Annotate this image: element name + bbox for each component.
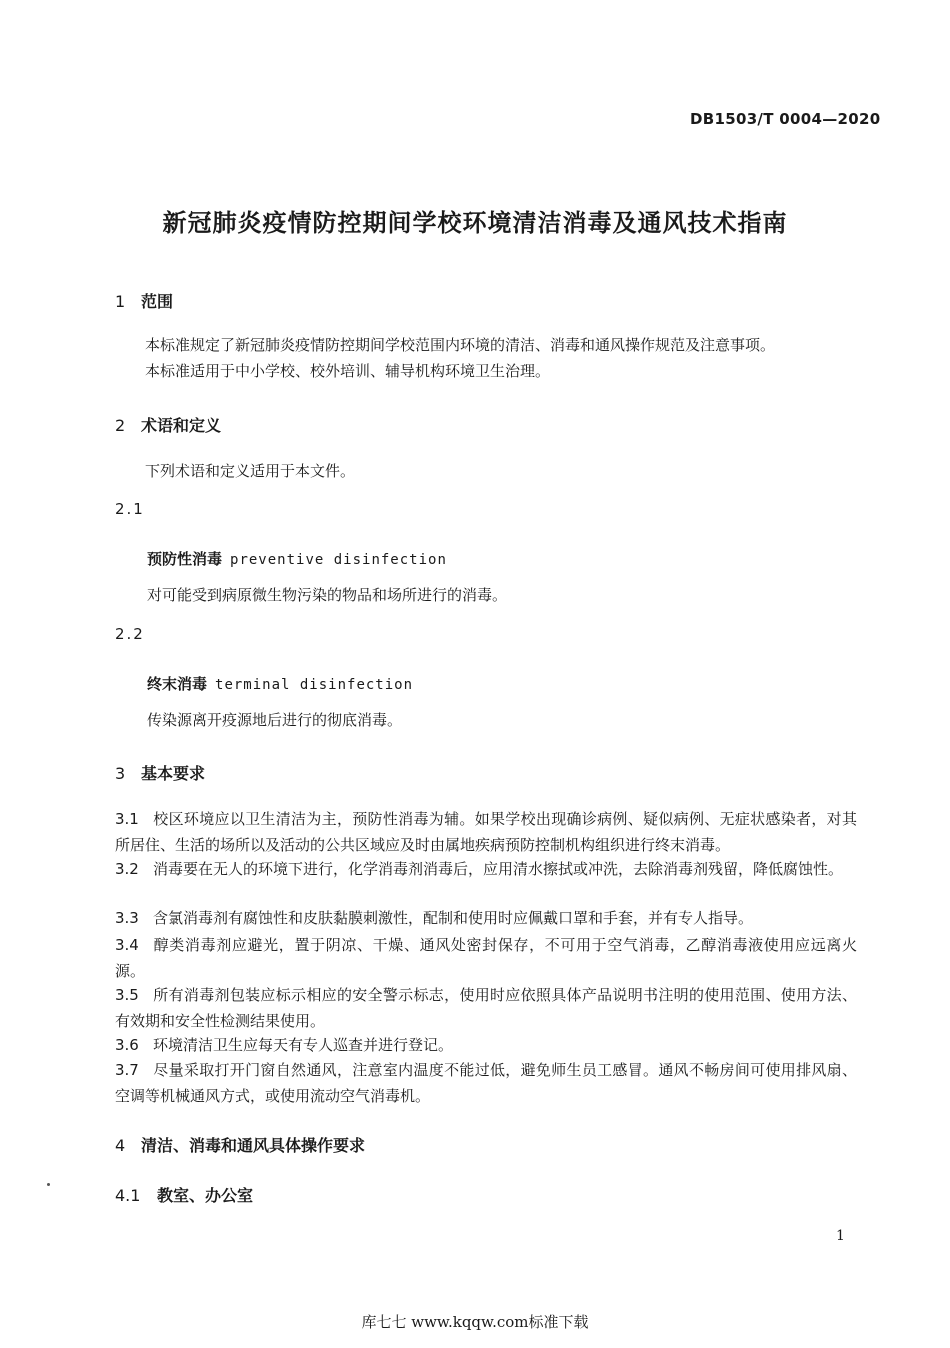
clause-text: 消毒要在无人的环境下进行，化学消毒剂消毒后，应用清水擦拭或冲洗，去除消毒剂残留，降低腐蚀性。 bbox=[153, 860, 844, 878]
clause-3-5 bbox=[115, 982, 857, 1034]
section-label: 术语和定义 bbox=[141, 416, 222, 435]
section-3-heading bbox=[115, 761, 205, 784]
section-2-heading bbox=[115, 413, 221, 436]
section-1-line-2: 本标准适用于中小学校、校外培训、辅导机构环境卫生治理。 bbox=[145, 362, 551, 380]
section-4-heading bbox=[115, 1133, 365, 1156]
term-number: 2.2 bbox=[115, 625, 145, 643]
subsection-number: 4.1 bbox=[115, 1186, 141, 1205]
clause-3-3 bbox=[115, 905, 857, 931]
clause-number: 3.7 bbox=[115, 1061, 139, 1079]
clause-number: 3.1 bbox=[115, 810, 139, 828]
section-number: 3 bbox=[115, 764, 126, 783]
clause-text: 含氯消毒剂有腐蚀性和皮肤黏膜刺激性，配制和使用时应佩戴口罩和手套，并有专人指导。 bbox=[153, 909, 754, 927]
clause-text: 环境清洁卫生应每天有专人巡查并进行登记。 bbox=[153, 1036, 454, 1054]
section-label: 范围 bbox=[141, 292, 174, 311]
term-en: terminal disinfection bbox=[215, 677, 414, 693]
term-definition: 传染源离开疫源地后进行的彻底消毒。 bbox=[147, 711, 403, 729]
document-code: DB1503/T 0004—2020 bbox=[690, 110, 881, 128]
clause-number: 3.6 bbox=[115, 1036, 139, 1054]
section-1-heading bbox=[115, 289, 173, 312]
section-label: 清洁、消毒和通风具体操作要求 bbox=[141, 1136, 366, 1155]
term-number: 2.1 bbox=[115, 500, 145, 518]
section-2-intro: 下列术语和定义适用于本文件。 bbox=[145, 462, 356, 480]
clause-number: 3.5 bbox=[115, 986, 139, 1004]
clause-3-4 bbox=[115, 932, 857, 984]
footer-watermark: 库七七 www.kqqw.com标准下载 bbox=[361, 1313, 589, 1331]
page-number: 1 bbox=[836, 1228, 845, 1244]
clause-3-1 bbox=[115, 806, 857, 858]
clause-text: 校区环境应以卫生清洁为主，预防性消毒为辅。如果学校出现确诊病例、疑似病例、无症状感染者，对其所居住、生活的场所以及活动的公共区域应及时由属地疾病预防控制机构组织进行终末消毒。 bbox=[115, 810, 857, 854]
clause-text: 所有消毒剂包装应标示相应的安全警示标志，使用时应依照具体产品说明书注明的使用范围、使用方法、有效期和安全性检测结果使用。 bbox=[115, 986, 857, 1030]
clause-number: 3.3 bbox=[115, 909, 139, 927]
document-title: 新冠肺炎疫情防控期间学校环境清洁消毒及通风技术指南 bbox=[162, 209, 788, 237]
clause-text: 尽量采取打开门窗自然通风，注意室内温度不能过低，避免师生员工感冒。通风不畅房间可使用排风扇、空调等机械通风方式，或使用流动空气消毒机。 bbox=[115, 1061, 857, 1105]
subsection-label: 教室、办公室 bbox=[157, 1186, 254, 1205]
term-title bbox=[147, 673, 413, 694]
term-zh: 预防性消毒 bbox=[147, 550, 223, 568]
term-title bbox=[147, 548, 447, 569]
term-en: preventive disinfection bbox=[230, 552, 447, 568]
section-number: 1 bbox=[115, 292, 126, 311]
section-4-1-heading bbox=[115, 1183, 253, 1206]
section-number: 2 bbox=[115, 416, 126, 435]
clause-text: 醇类消毒剂应避光，置于阴凉、干燥、通风处密封保存，不可用于空气消毒，乙醇消毒液使用应远离火源。 bbox=[115, 936, 857, 980]
clause-3-6 bbox=[115, 1032, 857, 1058]
clause-number: 3.4 bbox=[115, 936, 139, 954]
term-definition: 对可能受到病原微生物污染的物品和场所进行的消毒。 bbox=[147, 586, 508, 604]
section-1-line-1: 本标准规定了新冠肺炎疫情防控期间学校范围内环境的清洁、消毒和通风操作规范及注意事项。 bbox=[145, 336, 776, 354]
clause-3-2 bbox=[115, 856, 857, 882]
term-zh: 终末消毒 bbox=[147, 675, 208, 693]
section-label: 基本要求 bbox=[141, 764, 206, 783]
section-number: 4 bbox=[115, 1136, 126, 1155]
clause-3-7 bbox=[115, 1057, 857, 1109]
scan-speck bbox=[47, 1183, 50, 1186]
clause-number: 3.2 bbox=[115, 860, 139, 878]
